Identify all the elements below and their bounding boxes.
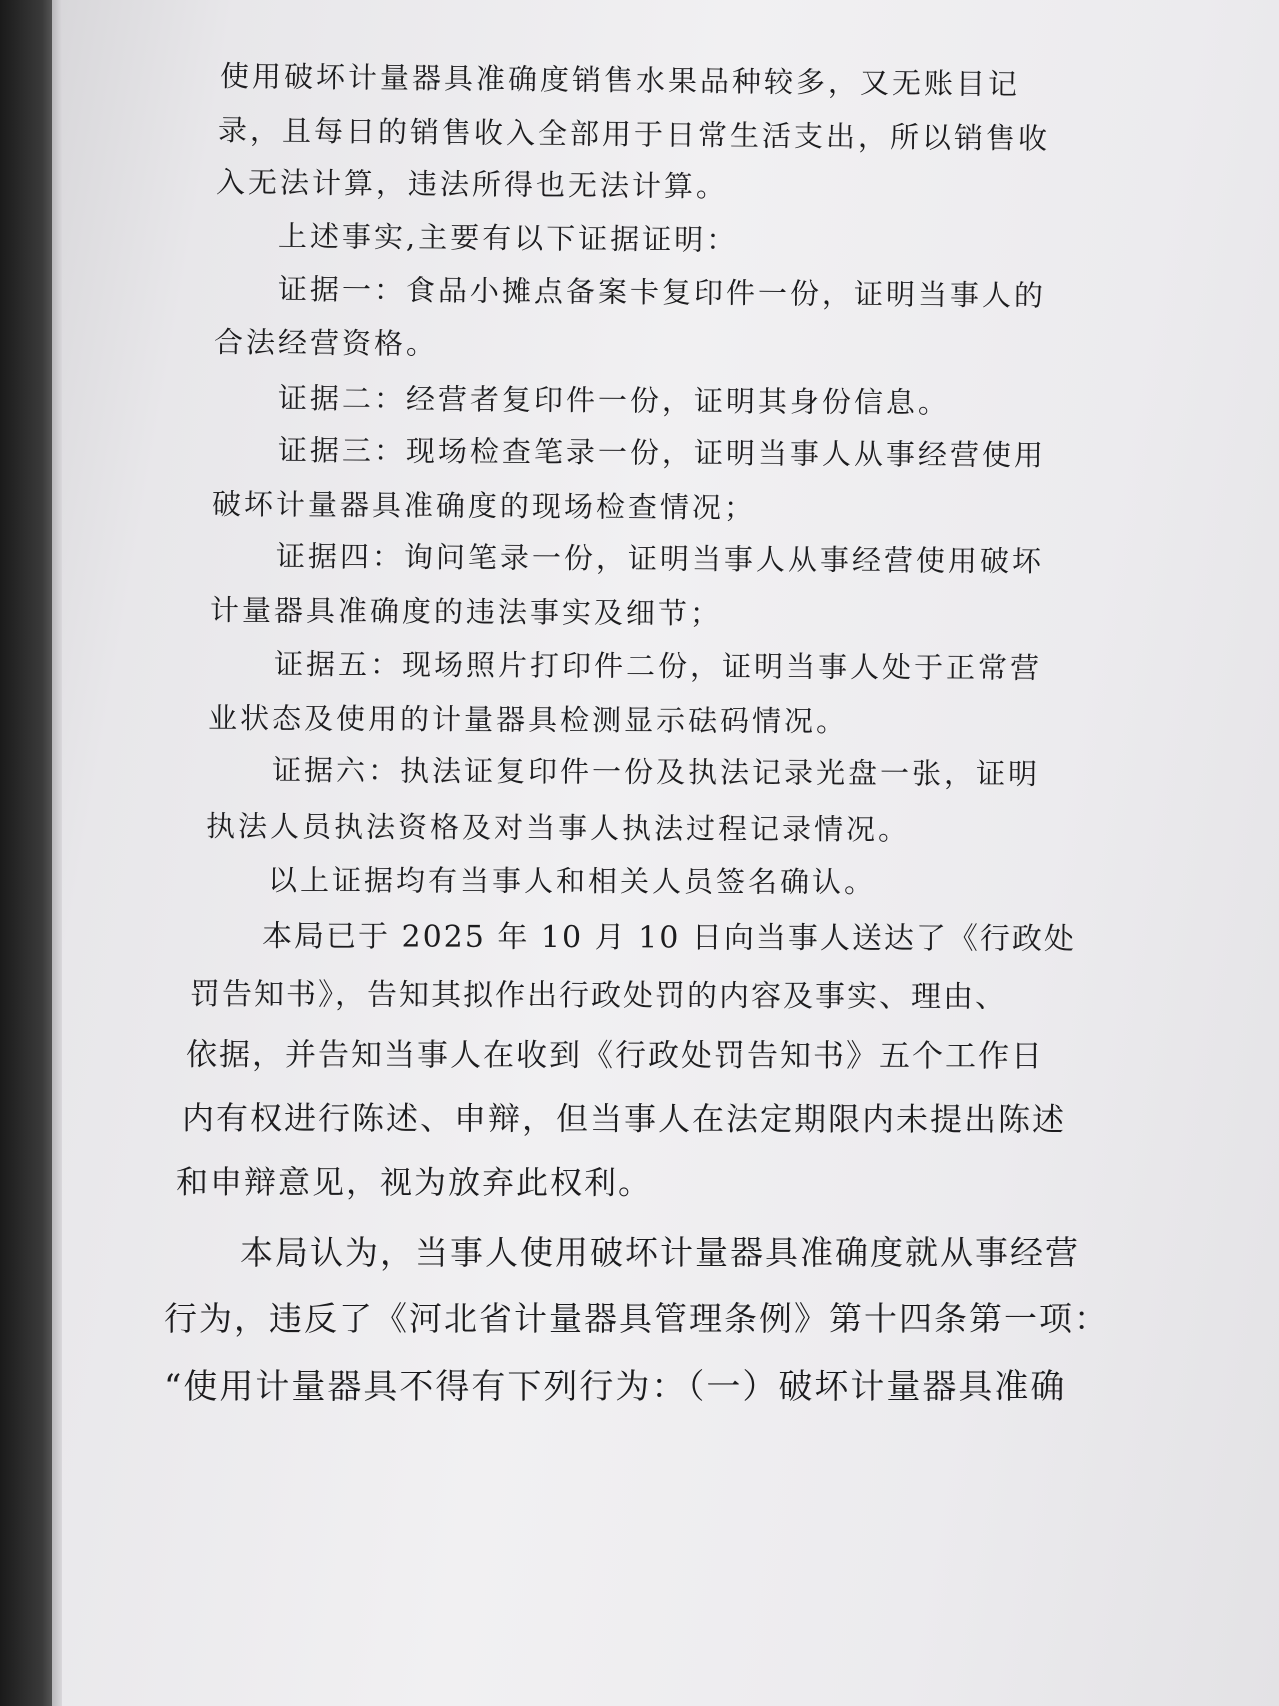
- body-line: 业状态及使用的计量器具检测显示砝码情况。: [207, 701, 849, 739]
- body-line: 破坏计量器具准确度的现场检查情况；: [211, 487, 757, 525]
- body-line: 证据一：食品小摊点备案卡复印件一份，证明当事人的: [277, 272, 1047, 313]
- body-line: 入无法计算，违法所得也无法计算。: [215, 165, 729, 204]
- body-line: 罚告知书》，告知其拟作出行政处罚的内容及事实、理由、: [189, 977, 1008, 1015]
- body-line: 和申辩意见，视为放弃此权利。: [175, 1163, 653, 1202]
- body-line: 证据二：经营者复印件一份，证明其身份信息。: [277, 381, 951, 420]
- body-line: 以上证据均有当事人和相关人员签名确认。: [267, 863, 877, 900]
- body-line: 本局认为，当事人使用破坏计量器具准确度就从事经营: [240, 1233, 1080, 1272]
- body-line: 依据，并告知当事人在收到《行政处罚告知书》五个工作日: [185, 1037, 1045, 1075]
- body-line: 上述事实,主要有以下证据证明：: [277, 219, 739, 258]
- body-line: 行为，违反了《河北省计量器具管理条例》第十四条第一项：: [164, 1299, 1109, 1338]
- body-line: 使用破坏计量器具准确度销售水果品种较多，又无账目记: [219, 59, 1021, 102]
- body-line: “使用计量器具不得有下列行为：（一）破坏计量器具准确: [164, 1367, 1067, 1407]
- body-line: 本局已于 2025 年 10 月 10 日向当事人送达了《行政处: [261, 919, 1076, 957]
- body-line: 录，且每日的销售收入全部用于日常生活支出，所以销售收: [217, 113, 1051, 156]
- body-line: 证据五：现场照片打印件二份，证明当事人处于正常营: [273, 647, 1043, 686]
- body-line: 执法人员执法资格及对当事人执法过程记录情况。: [205, 809, 911, 847]
- body-line: 证据六：执法证复印件一份及执法记录光盘一张，证明: [271, 753, 1041, 792]
- body-line: 证据三：现场检查笔录一份，证明当事人从事经营使用: [277, 433, 1047, 473]
- body-line: 计量器具准确度的违法事实及细节；: [209, 593, 723, 631]
- body-line: 合法经营资格。: [213, 325, 439, 361]
- body-line: 证据四：询问笔录一份，证明当事人从事经营使用破坏: [275, 539, 1045, 579]
- body-line: 内有权进行陈述、申辩，但当事人在法定期限内未提出陈述: [181, 1099, 1067, 1139]
